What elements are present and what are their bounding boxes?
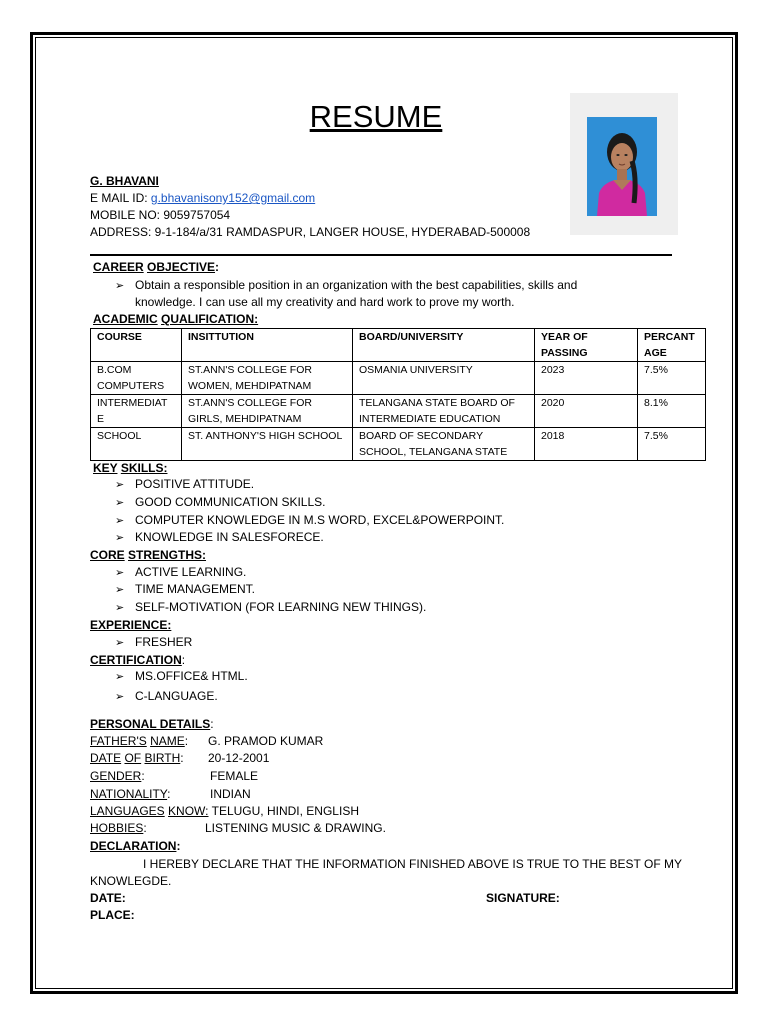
- label-word: LANGUAGES: [90, 804, 165, 818]
- email-line: [90, 190, 315, 207]
- table-cell: ST.ANN'S COLLEGE FOR GIRLS, MEHDIPATNAM: [182, 395, 353, 428]
- header-cell: BOARD/UNIVERSITY: [353, 329, 535, 362]
- list-item-text: KNOWLEDGE IN SALESFORECE.: [135, 530, 324, 544]
- list-item: [115, 581, 255, 599]
- academic-table: [90, 328, 706, 461]
- label-word: NATIONALITY: [90, 787, 168, 801]
- table-cell: 7.5%: [638, 362, 706, 395]
- label-word: FATHER'S: [90, 734, 147, 748]
- header-cell: YEAR OF PASSING: [535, 329, 638, 362]
- core-strengths-heading: [90, 547, 206, 564]
- resume-title: RESUME: [309, 99, 443, 134]
- candidate-name: G. BHAVANI: [90, 174, 159, 188]
- list-item: [115, 476, 254, 494]
- table-cell: 2023: [535, 362, 638, 395]
- bullet-icon: ➢: [115, 479, 125, 491]
- dob-label: DATE OF BIRTH:: [90, 751, 184, 765]
- heading-word: KEY: [93, 461, 118, 475]
- label-word: BIRTH: [144, 751, 181, 765]
- table-cell: 2020: [535, 395, 638, 428]
- heading-word: CORE: [90, 548, 125, 562]
- header-cell: COURSE: [91, 329, 182, 362]
- heading-colon: :: [176, 839, 181, 853]
- table-row: [91, 395, 706, 428]
- list-item: [115, 564, 246, 582]
- label-word: OF: [124, 751, 142, 765]
- personal-details-heading: [90, 716, 214, 733]
- table-row: [91, 428, 706, 461]
- bullet-icon: ➢: [115, 584, 125, 596]
- list-item-text: SELF-MOTIVATION (FOR LEARNING NEW THINGS).: [135, 600, 427, 614]
- divider: [90, 254, 672, 256]
- bullet-icon: ➢: [115, 497, 125, 509]
- table-cell: ST.ANN'S COLLEGE FOR WOMEN, MEHDIPATNAM: [182, 362, 353, 395]
- list-item-text: MS.OFFICE& HTML.: [135, 669, 248, 683]
- list-item-text: C-LANGUAGE.: [135, 689, 218, 703]
- table-row: [91, 362, 706, 395]
- table-cell: OSMANIA UNIVERSITY: [353, 362, 535, 395]
- bullet-icon: ➢: [115, 515, 125, 527]
- heading-colon: :: [215, 260, 220, 274]
- mobile-line: MOBILE NO: 9059757054: [90, 208, 231, 222]
- declaration-heading: [90, 838, 180, 855]
- languages-line: [90, 803, 359, 820]
- list-item-text: TIME MANAGEMENT.: [135, 582, 256, 596]
- label-word: HOBBIES: [90, 821, 144, 835]
- table-cell: 7.5%: [638, 428, 706, 461]
- table-header-row: [91, 329, 706, 362]
- list-item-text: FRESHER: [135, 635, 193, 649]
- father-name-label: FATHER'S NAME:: [90, 734, 189, 748]
- heading-word: ACADEMIC: [93, 312, 158, 326]
- list-item: [115, 494, 325, 512]
- signature-label: SIGNATURE:: [486, 891, 560, 905]
- table-cell: B.COM COMPUTERS: [91, 362, 182, 395]
- list-item: [115, 668, 248, 686]
- list-item: [115, 512, 504, 530]
- place-label: PLACE:: [90, 908, 135, 922]
- list-item: [115, 688, 218, 706]
- heading-word: DECLARATION: [90, 839, 177, 853]
- bullet-icon: ➢: [115, 671, 125, 683]
- email-label: E MAIL ID:: [90, 191, 151, 205]
- list-item-text: ACTIVE LEARNING.: [135, 565, 247, 579]
- bullet-icon: ➢: [115, 567, 125, 579]
- hobbies-value: LISTENING MUSIC & DRAWING.: [205, 821, 386, 835]
- header-cell: INSITTUTION: [182, 329, 353, 362]
- bullet-icon: ➢: [115, 637, 125, 649]
- list-item-text: GOOD COMMUNICATION SKILLS.: [135, 495, 326, 509]
- table-cell: TELANGANA STATE BOARD OF INTERMEDIATE EDUCATION: [353, 395, 535, 428]
- declaration-text: KNOWLEGDE.: [90, 874, 172, 888]
- label-word: KNOW:: [168, 804, 209, 818]
- languages-value: TELUGU, HINDI, ENGLISH: [211, 804, 359, 818]
- email-link[interactable]: g.bhavanisony152@gmail.com: [150, 191, 316, 205]
- heading-word: PERSONAL DETAILS: [90, 717, 211, 731]
- table-cell: 2018: [535, 428, 638, 461]
- header-cell: PERCANT AGE: [638, 329, 706, 362]
- heading-word: CAREER: [93, 260, 144, 274]
- career-objective-line: [115, 277, 577, 295]
- father-name-value: G. PRAMOD KUMAR: [208, 734, 324, 748]
- table-cell: ST. ANTHONY'S HIGH SCHOOL: [182, 428, 353, 461]
- key-skills-heading: [93, 460, 167, 477]
- list-item: [115, 529, 324, 547]
- profile-photo: [587, 117, 657, 216]
- heading-colon: :: [210, 717, 214, 731]
- label-word: DATE: [90, 751, 122, 765]
- gender-label: GENDER:: [90, 769, 145, 783]
- career-objective-heading: [93, 259, 219, 276]
- bullet-icon: ➢: [115, 691, 125, 703]
- heading-word: OBJECTIVE: [147, 260, 216, 274]
- gender-value: FEMALE: [210, 769, 259, 783]
- declaration-text: I HEREBY DECLARE THAT THE INFORMATION FINISHED ABOVE IS TRUE TO THE BEST OF MY: [143, 857, 682, 871]
- table-cell: INTERMEDIAT E: [91, 395, 182, 428]
- list-item: [115, 634, 192, 652]
- address-line: ADDRESS: 9-1-184/a/31 RAMDASPUR, LANGER HOUSE, HYDERABAD-500008: [90, 225, 531, 239]
- dob-value: 20-12-2001: [208, 751, 270, 765]
- academic-heading: [93, 311, 258, 328]
- heading-word: CERTIFICATION: [90, 653, 182, 667]
- bullet-icon: ➢: [115, 602, 125, 614]
- table-cell: SCHOOL: [91, 428, 182, 461]
- table-cell: BOARD OF SECONDARY SCHOOL, TELANGANA STATE: [353, 428, 535, 461]
- label-word: NAME: [150, 734, 185, 748]
- heading-word: SKILLS:: [120, 461, 168, 475]
- career-objective-line: knowledge. I can use all my creativity and hard work to prove my worth.: [135, 295, 515, 309]
- table-cell: 8.1%: [638, 395, 706, 428]
- heading-colon: :: [181, 653, 186, 667]
- nationality-label: NATIONALITY:: [90, 787, 171, 801]
- nationality-value: INDIAN: [210, 787, 251, 801]
- experience-heading: EXPERIENCE:: [90, 618, 172, 632]
- heading-word: STRENGTHS:: [128, 548, 207, 562]
- list-item-text: COMPUTER KNOWLEDGE IN M.S WORD, EXCEL&POWERPOINT.: [135, 513, 505, 527]
- certification-heading: [90, 652, 185, 669]
- hobbies-label: HOBBIES:: [90, 821, 147, 835]
- bullet-icon: ➢: [115, 532, 125, 544]
- bullet-icon: ➢: [115, 280, 125, 292]
- list-item: [115, 599, 426, 617]
- heading-word: QUALIFICATION:: [161, 312, 259, 326]
- label-word: GENDER: [90, 769, 142, 783]
- list-item-text: POSITIVE ATTITUDE.: [135, 477, 255, 491]
- date-label: DATE:: [90, 891, 126, 905]
- career-objective-text: Obtain a responsible position in an organization with the best capabilities, skills and: [135, 278, 578, 292]
